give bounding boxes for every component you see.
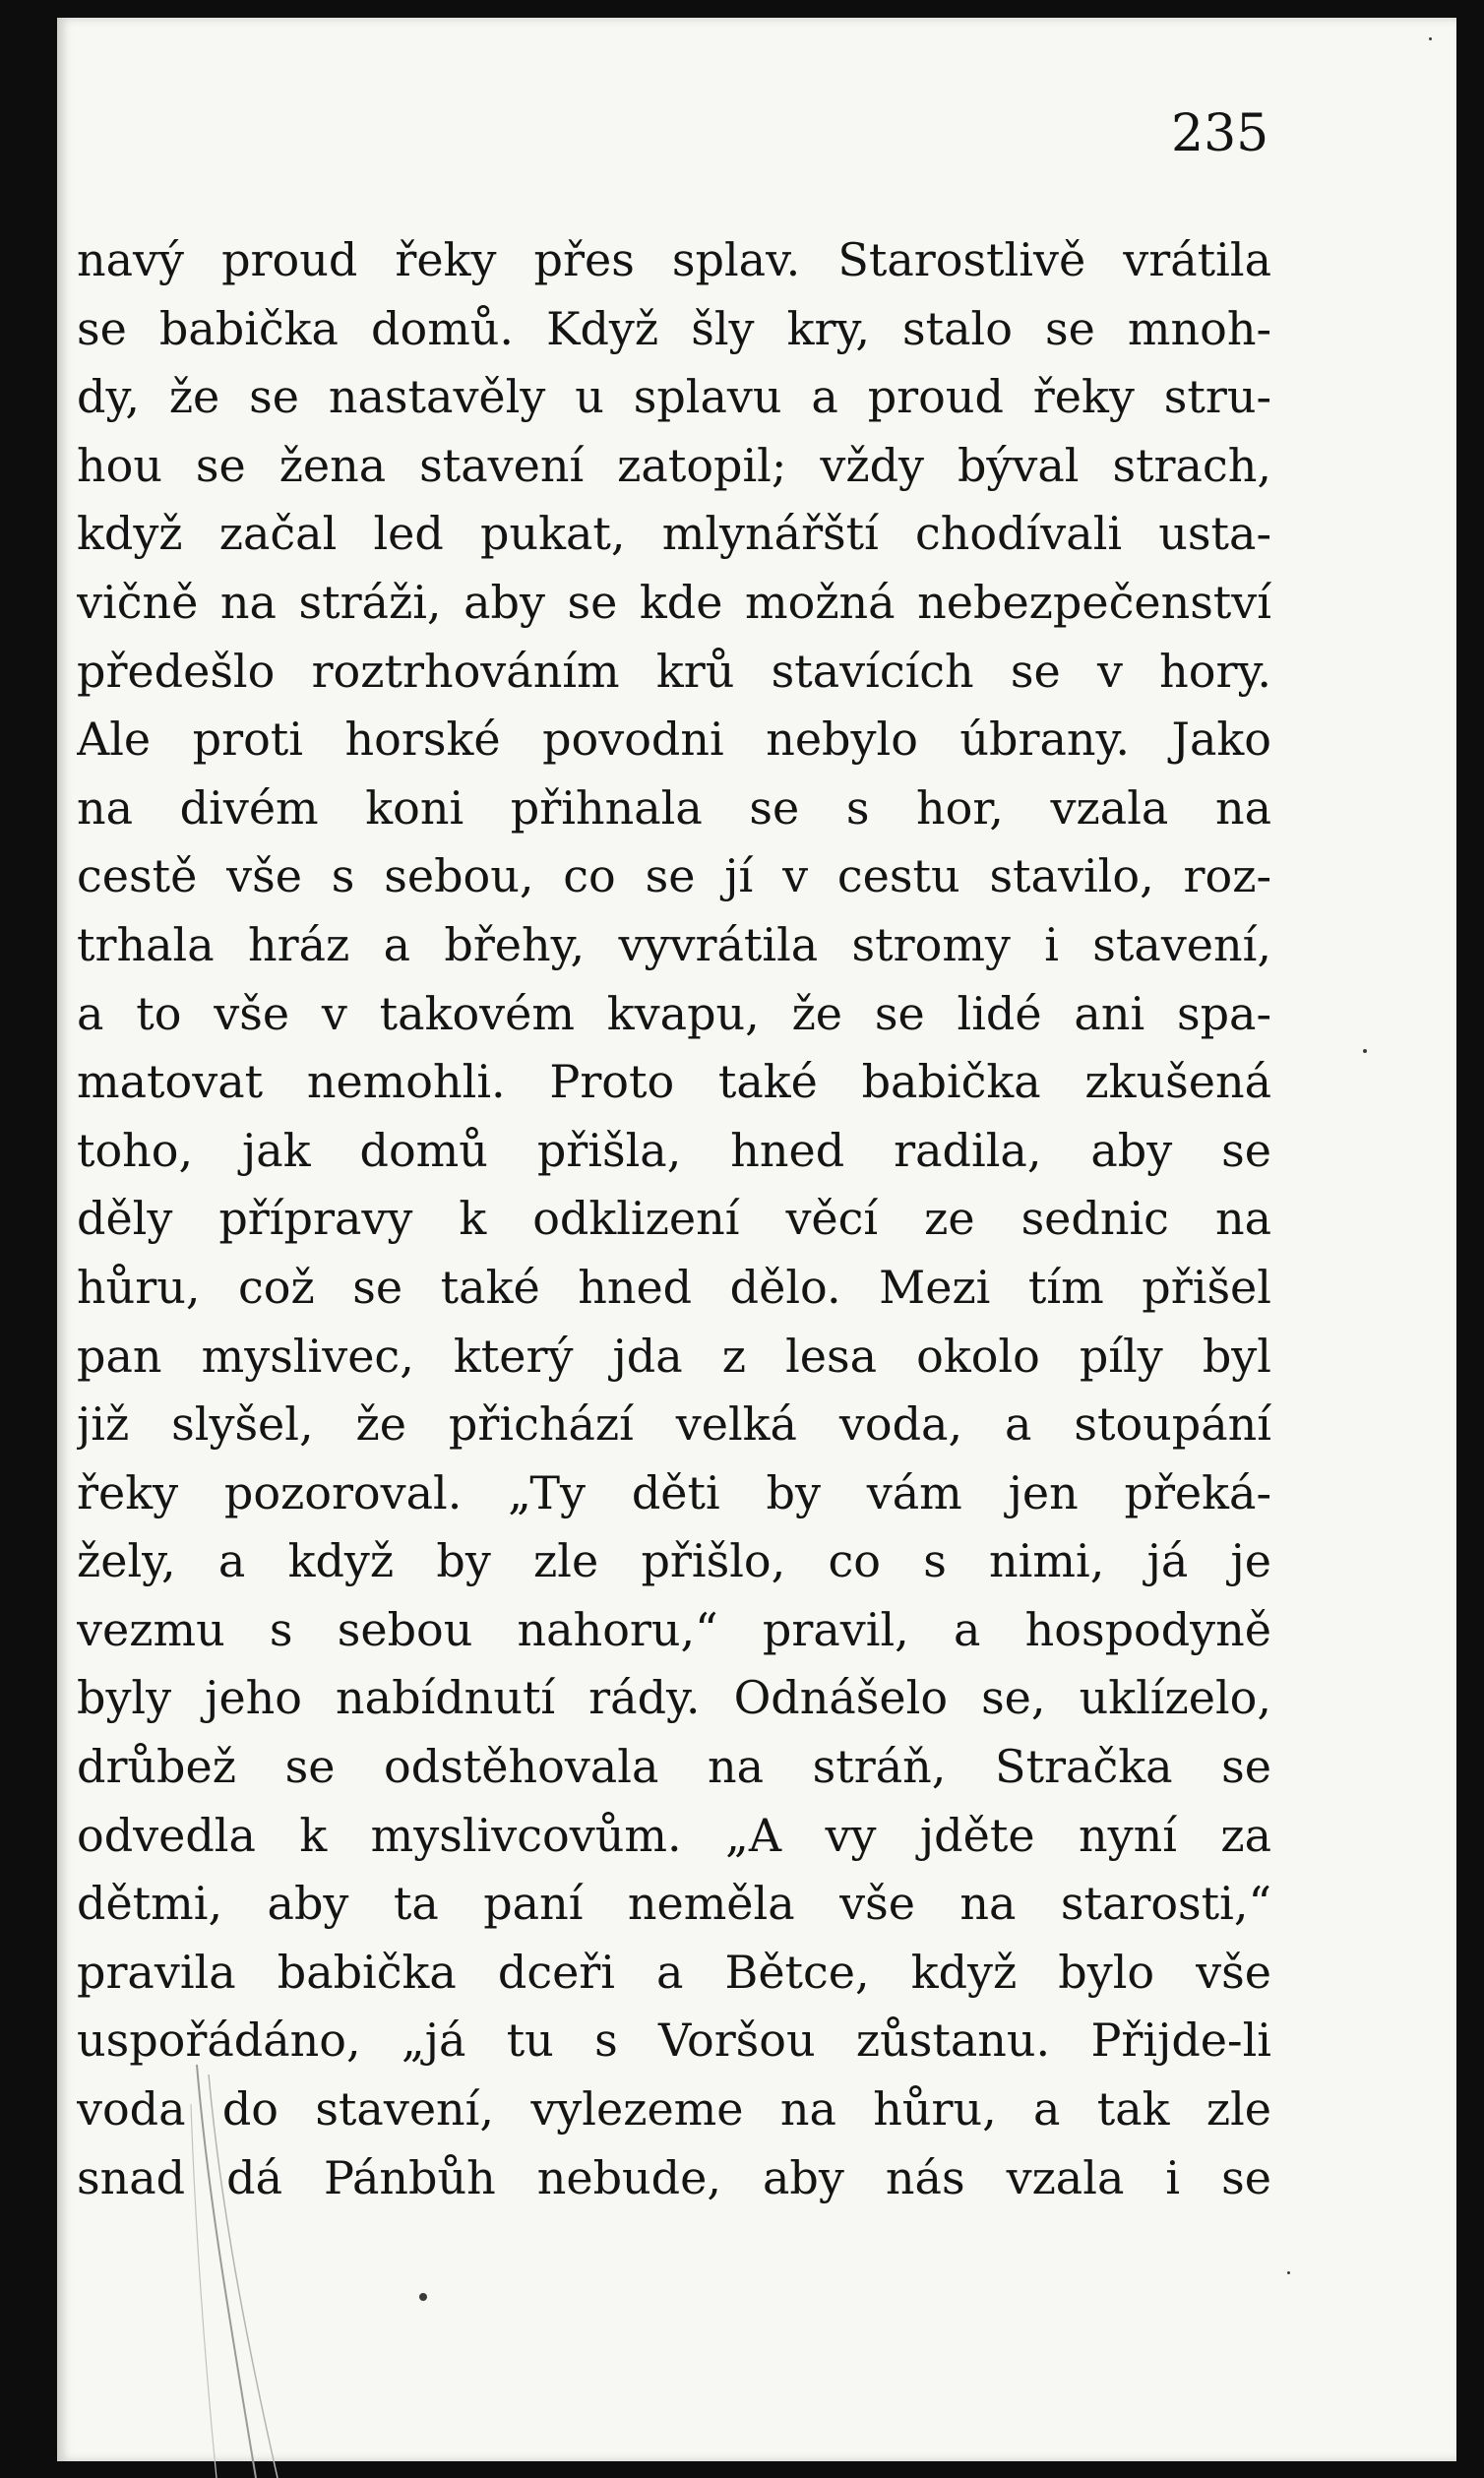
text-line: předešlo roztrhováním krů stavících se v hory. — [77, 644, 1271, 698]
text-line: pan myslivec, který jda z lesa okolo píly byl — [77, 1329, 1271, 1383]
text-line: a to vše v takovém kvapu, že se lidé ani spa- — [77, 986, 1271, 1040]
text-line: dětmi, aby ta paní neměla vše na starosti,“ — [77, 1877, 1271, 1931]
text-line: pravila babička dceři a Bětce, když bylo vše — [77, 1945, 1271, 1999]
dust-speck — [1429, 37, 1432, 40]
body-text — [77, 226, 1271, 2212]
paper-crease — [187, 2065, 315, 2478]
text-line: toho, jak domů přišla, hned radila, aby se — [77, 1123, 1271, 1177]
text-line: děly přípravy k odklizení věcí ze sednic na — [77, 1192, 1271, 1246]
text-line: vezmu s sebou nahoru,“ pravil, a hospodyně — [77, 1602, 1271, 1656]
text-line: cestě vše s sebou, co se jí v cestu stavilo, roz- — [77, 849, 1271, 903]
dust-speck — [1287, 2271, 1290, 2274]
text-line: již slyšel, že přichází velká voda, a stoupání — [77, 1397, 1271, 1452]
text-line: na divém koni přihnala se s hor, vzala na — [77, 780, 1271, 835]
text-line: Ale proti horské povodni nebylo úbrany. Jako — [77, 712, 1271, 767]
text-line: když začal led pukat, mlynářští chodívali usta- — [77, 507, 1271, 561]
text-line: odvedla k myslivcovům. „A vy jděte nyní za — [77, 1808, 1271, 1862]
text-line: drůbež se odstěhovala na stráň, Stračka se — [77, 1740, 1271, 1794]
text-line: voda do stavení, vylezeme na hůru, a tak zle — [77, 2082, 1271, 2137]
dust-speck — [1363, 1049, 1367, 1053]
page-number: 235 — [1171, 104, 1269, 163]
dust-speck — [419, 2293, 427, 2301]
text-line: se babička domů. Když šly kry, stalo se mnoh- — [77, 301, 1271, 355]
text-line: dy, že se nastavěly u splavu a proud řeky stru- — [77, 370, 1271, 424]
text-line: snad dá Pánbůh nebude, aby nás vzala i se — [77, 2150, 1271, 2204]
text-line: hou se žena stavení zatopil; vždy býval strach, — [77, 438, 1271, 492]
text-line: byly jeho nabídnutí rády. Odnášelo se, uklízelo, — [77, 1671, 1271, 1725]
book-page — [57, 18, 1456, 2461]
text-line: řeky pozoroval. „Ty děti by vám jen překá- — [77, 1465, 1271, 1519]
text-line: vičně na stráži, aby se kde možná nebezpečenství — [77, 575, 1271, 629]
text-line: žely, a když by zle přišlo, co s nimi, já je — [77, 1534, 1271, 1588]
text-line: trhala hráz a břehy, vyvrátila stromy i stavení, — [77, 917, 1271, 971]
text-line: navý proud řeky přes splav. Starostlivě vrátila — [77, 233, 1271, 286]
text-line: uspořádáno, „já tu s Voršou zůstanu. Přijde-li — [77, 2013, 1271, 2068]
text-line: hůru, což se také hned dělo. Mezi tím přišel — [77, 1260, 1271, 1314]
text-line: matovat nemohli. Proto také babička zkušená — [77, 1055, 1271, 1109]
